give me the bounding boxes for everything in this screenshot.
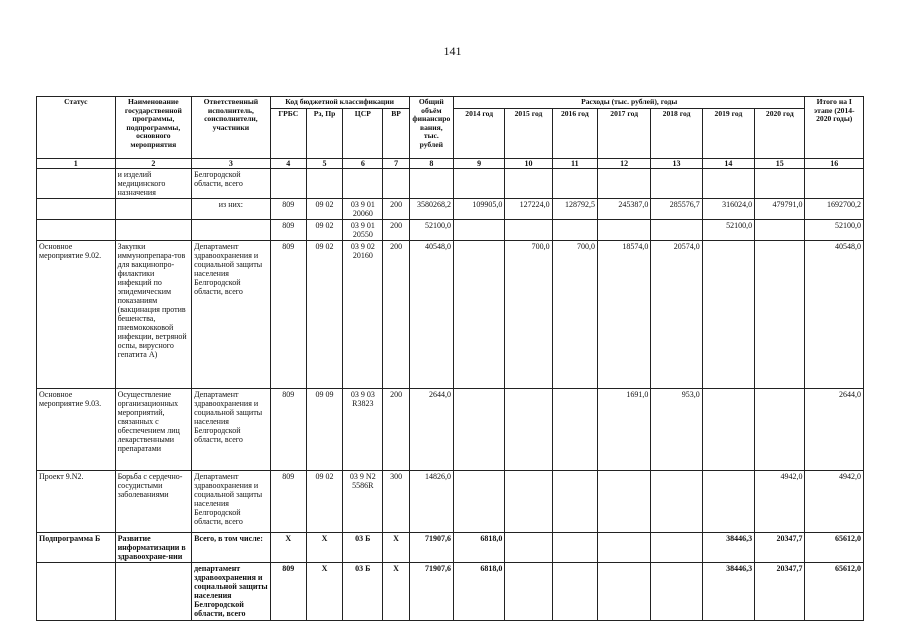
itogo-cell: 65612,0	[805, 562, 864, 620]
name-cell: и изделий медицинского назначения	[115, 168, 192, 198]
rzpr-cell: 09 02	[306, 198, 342, 219]
year-value-cell	[505, 388, 552, 470]
year-value-cell	[702, 168, 754, 198]
name-cell	[115, 219, 192, 240]
header-year: 2020 год	[755, 108, 805, 158]
table-row	[37, 532, 864, 562]
grbs-cell	[270, 168, 306, 198]
year-value-cell	[597, 168, 650, 198]
year-value-cell	[651, 470, 702, 532]
vr-cell: 200	[383, 219, 409, 240]
grbs-cell: 809	[270, 470, 306, 532]
year-value-cell	[552, 470, 597, 532]
header-year: 2018 год	[651, 108, 702, 158]
total-cell: 3580268,2	[409, 198, 453, 219]
header-year: 2015 год	[505, 108, 552, 158]
year-value-cell	[552, 532, 597, 562]
rzpr-cell: 09 02	[306, 219, 342, 240]
itogo-cell: 40548,0	[805, 240, 864, 388]
year-value-cell	[651, 168, 702, 198]
itogo-cell: 1692700,2	[805, 198, 864, 219]
vr-cell: Х	[383, 532, 409, 562]
column-number: 15	[755, 158, 805, 168]
csr-cell: 03 9 01 20060	[343, 198, 383, 219]
grbs-cell: 809	[270, 198, 306, 219]
year-value-cell	[552, 168, 597, 198]
header-name: Наименование государственной программы, подпрограммы, основного мероприятия	[115, 97, 192, 159]
year-value-cell: 18574,0	[597, 240, 650, 388]
table-row	[37, 240, 864, 388]
table-row	[37, 388, 864, 470]
itogo-cell: 2644,0	[805, 388, 864, 470]
vr-cell: Х	[383, 562, 409, 620]
name-cell: Осуществление организационных мероприятий, связанных с обеспечением лиц лекарственными препаратами	[115, 388, 192, 470]
executor-cell: из них:	[192, 198, 271, 219]
rzpr-cell: 09 09	[306, 388, 342, 470]
year-value-cell	[702, 240, 754, 388]
column-number: 16	[805, 158, 864, 168]
year-value-cell	[505, 562, 552, 620]
column-number: 6	[343, 158, 383, 168]
table-row	[37, 219, 864, 240]
rzpr-cell: Х	[306, 532, 342, 562]
year-value-cell: 479791,0	[755, 198, 805, 219]
year-value-cell: 953,0	[651, 388, 702, 470]
total-cell: 71907,6	[409, 562, 453, 620]
rzpr-cell: 09 02	[306, 240, 342, 388]
year-value-cell	[597, 219, 650, 240]
csr-cell: 03 9 03 R3823	[343, 388, 383, 470]
year-value-cell: 127224,0	[505, 198, 552, 219]
vr-cell: 200	[383, 240, 409, 388]
year-value-cell: 20347,7	[755, 562, 805, 620]
budget-table	[36, 96, 864, 621]
rzpr-cell	[306, 168, 342, 198]
year-value-cell	[651, 532, 702, 562]
executor-cell: департамент здравоохранения и социальной защиты населения Белгородской области, всего	[192, 562, 271, 620]
table-row	[37, 168, 864, 198]
header-vr: ВР	[383, 108, 409, 158]
executor-cell: Белгородской области, всего	[192, 168, 271, 198]
header-grbs: ГРБС	[270, 108, 306, 158]
column-number: 4	[270, 158, 306, 168]
grbs-cell: 809	[270, 388, 306, 470]
year-value-cell	[453, 219, 504, 240]
name-cell: Закупки иммунопрепара-тов для вакцинопро-филактики инфекций по эпидемическим показаниям (вакцинация против бешенства, пневмококковой инфекции, ветряной оспы, вирусного гепатита А)	[115, 240, 192, 388]
year-value-cell	[755, 388, 805, 470]
total-cell	[409, 168, 453, 198]
column-number: 12	[597, 158, 650, 168]
executor-cell	[192, 219, 271, 240]
csr-cell: 03 9 02 20160	[343, 240, 383, 388]
status-cell: Основное мероприятие 9.02.	[37, 240, 116, 388]
year-value-cell: 20347,7	[755, 532, 805, 562]
year-value-cell	[505, 532, 552, 562]
table-row	[37, 562, 864, 620]
column-number: 3	[192, 158, 271, 168]
header-budget-code: Код бюджетной классификации	[270, 97, 409, 109]
year-value-cell: 128792,5	[552, 198, 597, 219]
year-value-cell	[453, 470, 504, 532]
column-number: 11	[552, 158, 597, 168]
header-year: 2019 год	[702, 108, 754, 158]
grbs-cell: 809	[270, 240, 306, 388]
column-number-row	[37, 158, 864, 168]
vr-cell: 200	[383, 198, 409, 219]
year-value-cell	[702, 470, 754, 532]
year-value-cell	[597, 562, 650, 620]
header-csr: ЦСР	[343, 108, 383, 158]
grbs-cell: 809	[270, 219, 306, 240]
itogo-cell	[805, 168, 864, 198]
header-year: 2017 год	[597, 108, 650, 158]
executor-cell: Всего, в том числе:	[192, 532, 271, 562]
csr-cell: 03 9 N2 5586R	[343, 470, 383, 532]
year-value-cell	[453, 240, 504, 388]
name-cell	[115, 562, 192, 620]
csr-cell: 03 Б	[343, 562, 383, 620]
year-value-cell: 6818,0	[453, 562, 504, 620]
header-rzpr: Рз, Пр	[306, 108, 342, 158]
total-cell: 52100,0	[409, 219, 453, 240]
total-cell: 14826,0	[409, 470, 453, 532]
year-value-cell: 285576,7	[651, 198, 702, 219]
name-cell	[115, 198, 192, 219]
year-value-cell	[453, 388, 504, 470]
header-year: 2014 год	[453, 108, 504, 158]
status-cell: Основное мероприятие 9.03.	[37, 388, 116, 470]
header-year: 2016 год	[552, 108, 597, 158]
column-number: 14	[702, 158, 754, 168]
year-value-cell: 316024,0	[702, 198, 754, 219]
name-cell: Развитие информатизации в здравоохране-нии	[115, 532, 192, 562]
column-number: 10	[505, 158, 552, 168]
year-value-cell: 38446,3	[702, 562, 754, 620]
grbs-cell: Х	[270, 532, 306, 562]
column-number: 1	[37, 158, 116, 168]
year-value-cell: 4942,0	[755, 470, 805, 532]
column-number: 13	[651, 158, 702, 168]
year-value-cell: 700,0	[505, 240, 552, 388]
total-cell: 40548,0	[409, 240, 453, 388]
executor-cell: Департамент здравоохранения и социальной защиты населения Белгородской области, всего	[192, 470, 271, 532]
year-value-cell	[651, 219, 702, 240]
executor-cell: Департамент здравоохранения и социальной защиты населения Белгородской области, всего	[192, 240, 271, 388]
vr-cell: 200	[383, 388, 409, 470]
itogo-cell: 65612,0	[805, 532, 864, 562]
table-row	[37, 470, 864, 532]
year-value-cell: 245387,0	[597, 198, 650, 219]
grbs-cell: 809	[270, 562, 306, 620]
rzpr-cell: 09 02	[306, 470, 342, 532]
csr-cell: 03 Б	[343, 532, 383, 562]
year-value-cell	[505, 219, 552, 240]
total-cell: 71907,6	[409, 532, 453, 562]
year-value-cell	[651, 562, 702, 620]
year-value-cell: 109905,0	[453, 198, 504, 219]
year-value-cell	[702, 388, 754, 470]
csr-cell	[343, 168, 383, 198]
year-value-cell: 20574,0	[651, 240, 702, 388]
year-value-cell	[597, 470, 650, 532]
name-cell: Борьба с сердечно-сосудистыми заболеваниями	[115, 470, 192, 532]
year-value-cell: 1691,0	[597, 388, 650, 470]
year-value-cell	[552, 562, 597, 620]
csr-cell: 03 9 01 20550	[343, 219, 383, 240]
year-value-cell: 700,0	[552, 240, 597, 388]
status-cell: Подпрограмма Б	[37, 532, 116, 562]
year-value-cell	[552, 219, 597, 240]
status-cell	[37, 168, 116, 198]
year-value-cell	[597, 532, 650, 562]
header-total-volume: Общий объём финансиро вания, тыс. рублей	[409, 97, 453, 159]
vr-cell	[383, 168, 409, 198]
total-cell: 2644,0	[409, 388, 453, 470]
status-cell	[37, 198, 116, 219]
column-number: 9	[453, 158, 504, 168]
vr-cell: 300	[383, 470, 409, 532]
year-value-cell: 6818,0	[453, 532, 504, 562]
table-row	[37, 198, 864, 219]
header-executor: Ответственный исполнитель, соисполнители, участники	[192, 97, 271, 159]
column-number: 5	[306, 158, 342, 168]
year-value-cell	[755, 219, 805, 240]
year-value-cell	[755, 240, 805, 388]
year-value-cell	[505, 470, 552, 532]
itogo-cell: 52100,0	[805, 219, 864, 240]
year-value-cell: 52100,0	[702, 219, 754, 240]
year-value-cell	[453, 168, 504, 198]
status-cell	[37, 219, 116, 240]
executor-cell: Департамент здравоохранения и социальной защиты населения Белгородской области, всего	[192, 388, 271, 470]
page-number: 141	[443, 44, 462, 58]
status-cell: Проект 9.N2.	[37, 470, 116, 532]
header-status: Статус	[37, 97, 116, 159]
year-value-cell	[755, 168, 805, 198]
itogo-cell: 4942,0	[805, 470, 864, 532]
rzpr-cell: Х	[306, 562, 342, 620]
year-value-cell	[505, 168, 552, 198]
header-itogo: Итого на I этапе (2014-2020 годы)	[805, 97, 864, 159]
column-number: 8	[409, 158, 453, 168]
year-value-cell: 38446,3	[702, 532, 754, 562]
header-expenses: Расходы (тыс. рублей), годы	[453, 97, 804, 109]
status-cell	[37, 562, 116, 620]
year-value-cell	[552, 388, 597, 470]
column-number: 7	[383, 158, 409, 168]
column-number: 2	[115, 158, 192, 168]
